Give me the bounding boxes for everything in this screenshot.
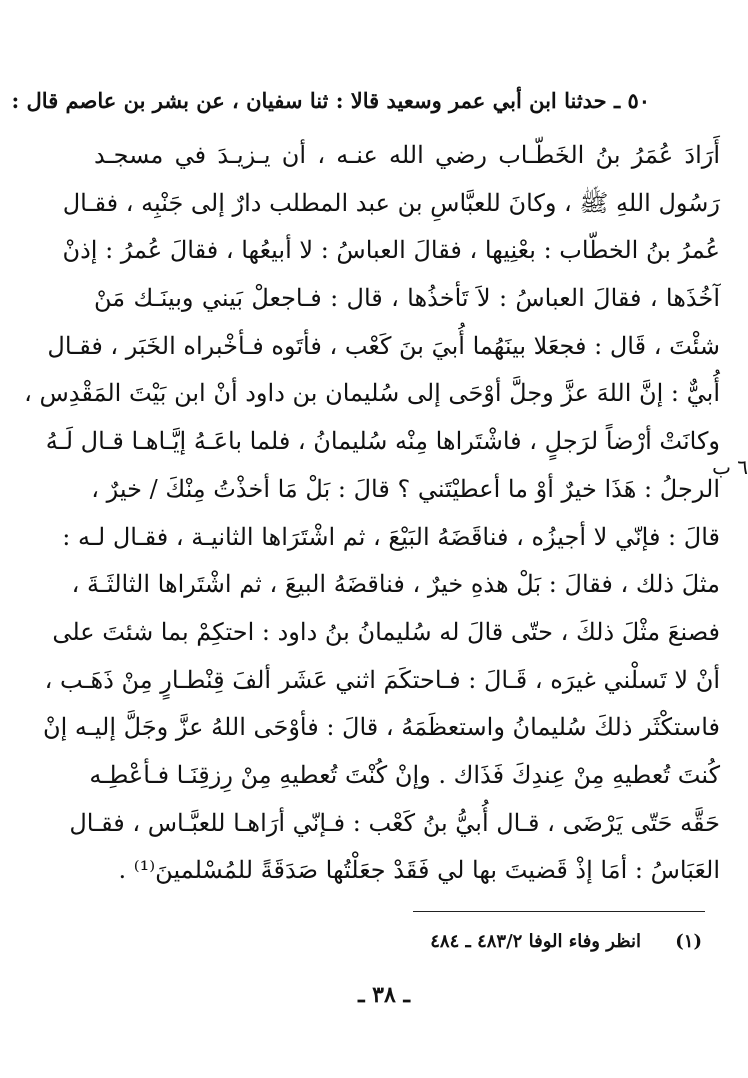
text-line: فاستكْثَر ذلكَ سُليمانُ واستعظَمَهُ ، قالَ : فأوْحَى اللهُ عزَّ وجَلَّ إليـه إنْ <box>42 713 720 742</box>
text-line: مثلَ ذلك ، فقالَ : بَلْ هذهِ خيرٌ ، فناقضَهُ البيعَ ، ثم اشْتَراها الثالثَـةَ ، <box>71 570 720 599</box>
footnote <box>382 928 702 956</box>
text-line: حَقَّه حَتّى يَرْضَى ، قـال أُبيُّ بنُ كَعْب : فـإنّي أرَاهـا للعبَّـاس ، فقـال <box>69 808 720 837</box>
hadith-heading: ٥٠ ـ حدثنا ابن أبي عمر وسعيد قالا : ثنا سفيان ، عن بشر بن عاصم قال : <box>11 88 650 113</box>
text-line: وكانَتْ أرْضاً لرَجلٍ ، فاشْتَراها مِنْه سُليمانُ ، فلما باعَـهُ إيَّـاهـا قـال لَـهُ <box>45 427 720 456</box>
text-line: أَرَادَ عُمَرُ بنُ الخَطّـاب رضي الله عنـه ، أن يـزيـدَ في مسجـد <box>94 141 720 169</box>
text-line: فصنعَ مثْلَ ذلكَ ، حتّى قالَ له سُليمانُ بنُ داود : احتكِمْ بما شئتَ على <box>52 617 720 646</box>
footnote-number: (١) <box>675 931 702 952</box>
hadith-text <box>24 132 720 895</box>
text-line: رَسُول اللهِ ﷺ ، وكانَ للعبَّاسِ بن عبد المطلب دارٌ إلى جَنْبِه ، فقـال <box>62 188 720 217</box>
text-line: عُمرُ بنُ الخطّاب : بعْنِيها ، فقالَ العباسُ : لا أبيعُها ، فقالَ عُمرُ : إذنْ <box>62 236 720 265</box>
text-line: الرجلُ : هَذَا خيرٌ أوْ ما أعطيْتَني ؟ قالَ : بَلْ مَا أخذْتُ مِنْكَ / خيرٌ ، <box>91 474 720 503</box>
footnote-divider <box>413 911 705 912</box>
text-line: قالَ : فإنّي لا أجيزُه ، فناقَضَهُ البَيْعَ ، ثم اشْتَرَاها الثانيـة ، فقـال لـه : <box>62 522 720 551</box>
text-line: شئْتَ ، قَال : فجعَلا بينَهُما أُبيَ بنَ كَعْب ، فأتَوه فـأخْبراه الخَبَر ، فقـال <box>47 331 720 360</box>
text-line: أنْ لا تَسلْني غيرَه ، قَـالَ : فـاحتكَمَ اثني عَشَر ألفَ قِنْطـارٍ مِنْ ذَهَـب ، <box>44 665 720 694</box>
footnote-text: انظر وفاء الوفا ٤٨٣/٢ ـ ٤٨٤ <box>430 931 641 952</box>
text-line: كُنتَ تُعطيهِ مِنْ عِندِكَ فَذَاك . وإنْ كُنْتَ تُعطيهِ مِنْ رِزقِنَـا فـأعْطِـه <box>89 760 720 789</box>
margin-folio-note: ٦ ب <box>712 455 748 479</box>
text-line: العَبَاسُ : أمَا إذْ قَضيتَ بها لي فَقَدْ جعَلْتُها صَدَقَةً للمُسْلمينَ⁽¹⁾ . <box>118 856 720 885</box>
text-line: آخُذَها ، فقالَ العباسُ : لاَ تَأخذُها ، قال : فـاجعلْ بَيني وبينَـك مَنْ <box>94 284 720 313</box>
text-line: أُبيٌّ : إنَّ اللهَ عزَّ وجلَّ أوْحَى إلى سُليمان بن داود أنْ ابن بَيْتَ المَقْدِس ، <box>24 379 720 408</box>
page-number: ـ ٣٨ ـ <box>358 982 410 1008</box>
